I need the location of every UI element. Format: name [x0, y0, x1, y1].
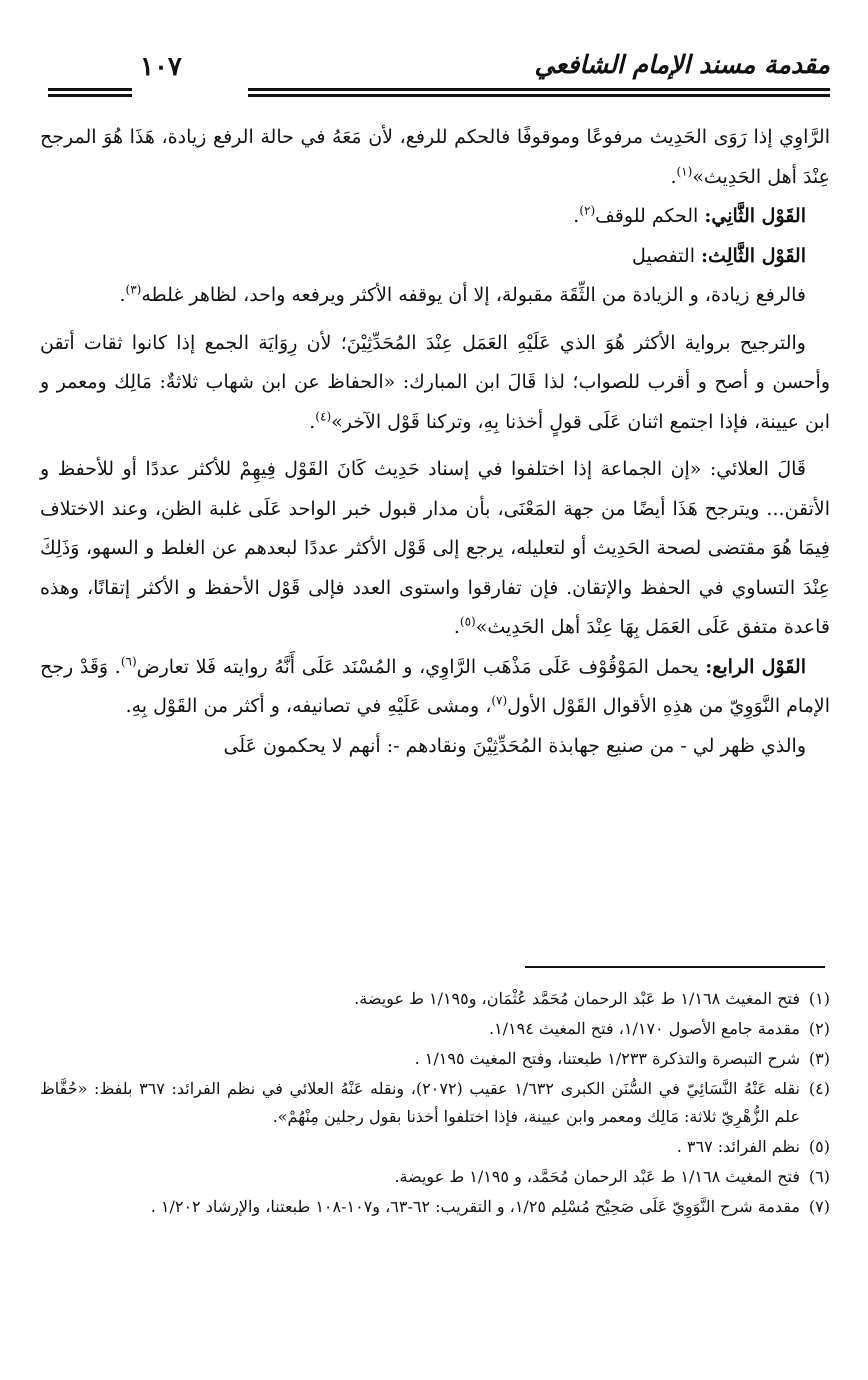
- paragraph: [40, 727, 830, 767]
- footnote-text: شرح التبصرة والتذكرة ١/٢٣٣ طبعتنا، وفتح المغيث ١/١٩٥ .: [414, 1049, 800, 1068]
- header-rule-left: [48, 88, 132, 97]
- page-header: [40, 50, 830, 100]
- footnote: [40, 1133, 830, 1161]
- section-label: القَوْل الرابع:: [705, 655, 806, 678]
- paragraph-tail: .: [453, 616, 460, 638]
- footnote-number: (٤): [808, 1079, 830, 1098]
- footnote-ref: (٥): [459, 614, 476, 629]
- footnote-number: (٦): [808, 1167, 830, 1186]
- footnote-number: (٧): [808, 1197, 830, 1216]
- footnote: [40, 1193, 830, 1221]
- paragraph: [40, 648, 830, 727]
- paragraph: [40, 237, 830, 277]
- footnote-ref: (٣): [125, 282, 142, 297]
- page-number: ١٠٧: [140, 52, 182, 82]
- footnote: [40, 1075, 830, 1131]
- section-label: القَوْل الثَّالِث:: [701, 244, 806, 267]
- paragraph-text: والترجيح برواية الأكثر هُوَ الذي عَلَيْهِ العَمَل عِنْدَ المُحَدِّثِيْنَ؛ لأن رِوَايَة الجمع إذا كانوا ثقات أتقن وأحسن و أصح و أقرب للصواب؛ لذا قَالَ ابن المبارك: «الحفاظ عن ابن شهاب ثلاثةٌ: مَالِك ومعمر و ابن عيينة، فإذا اجتمع اثنان عَلَى قولٍ أخذنا بِهِ، وتركنا قَوْل الآخر»: [40, 331, 830, 433]
- footnote-ref: (٢): [579, 203, 596, 218]
- paragraph-text: قَالَ العلائي: «إن الجماعة إذا اختلفوا في إسناد حَدِيث كَانَ القَوْل فِيهِمْ للأكثر عددًا أو للأحفظ و الأتقن... ويترجح هَذَا أيضًا من جهة المَعْنَى، بأن مدار قبول خبر الواحد عَلَى غلبة الظن، وعند الاختلاف فِيمَا هُوَ مقتضى لصحة الحَدِيث أو لتعليله، يرجع إلى قَوْل الأكثر عددًا لبعدهم عن الغلط و السهو، وَذَلِكَ عِنْدَ التساوي في الحفظ والإتقان. فإن تفارقوا واستوى العدد فإلى قَوْل الأحفظ و الأكثر إتقانًا، وهذه قاعدة متفق عَلَى العَمَل بِهَا عِنْدَ أهل الحَدِيث»: [40, 458, 830, 638]
- paragraph-tail: .: [573, 205, 580, 227]
- footnote-ref: (٤): [315, 409, 332, 424]
- paragraph: [40, 197, 830, 237]
- paragraph: [40, 450, 830, 648]
- footnote-number: (٥): [808, 1137, 830, 1156]
- footnotes: [40, 985, 830, 1223]
- footnote-number: (١): [808, 989, 830, 1008]
- running-title: مقدمة مسند الإمام الشافعي: [534, 50, 830, 79]
- footnote-separator: [525, 966, 825, 968]
- paragraph-text: والذي ظهر لي - من صنيع جهابذة المُحَدِّثِيْنَ ونقادهم -: أنهم لا يحكمون عَلَى: [223, 734, 806, 757]
- main-text: [40, 118, 830, 766]
- footnote: [40, 985, 830, 1013]
- footnote-text: فتح المغيث ١/١٦٨ ط عَبْد الرحمان مُحَمَّد عُثْمَان، و١/١٩٥ ط عويضة.: [354, 989, 800, 1008]
- paragraph: [40, 118, 830, 197]
- header-rule-right: [248, 88, 830, 97]
- paragraph-tail: .: [309, 410, 316, 433]
- footnote-number: (٢): [808, 1019, 830, 1038]
- paragraph-text: الرَّاوِي إذا رَوَى الحَدِيث مرفوعًا وموقوفًا فالحكم للرفع، لأن مَعَهُ في حالة الرفع زيادة، هَذَا هُوَ المرجح عِنْدَ أهل الحَدِيث»: [40, 126, 830, 188]
- paragraph-tail: .: [670, 165, 677, 188]
- footnote-text: نظم الفرائد: ٣٦٧ .: [676, 1137, 800, 1156]
- footnote-text: مقدمة شرح النَّوَوِيّ عَلَى صَحِيْح مُسْلِم ١/٢٥، و التقريب: ٦٢-٦٣، و١٠٧-١٠٨ طبعتنا، والإرشاد ١/٢٠٢ .: [150, 1197, 800, 1216]
- paragraph-tail: ، ومشى عَلَيْهِ في تصانيفه، و أكثر من القَوْل بِهِ.: [125, 695, 492, 717]
- paragraph-text: يحمل المَوْقُوْف عَلَى مَذْهَب الرَّاوِي، و المُسْنَد عَلَى أَنَّهُ روايته فَلا تعارض: [136, 655, 706, 678]
- footnote-text: نقله عَنْهُ النَّسَائِيّ في السُّنَن الكبرى ١/٦٣٢ عقيب (٢٠٧٢)، ونقله عَنْهُ العلائي في نظم الفرائد: ٣٦٧ بلفظ: «حُفَّاظ علم الزُّهْرِيّ ثلاثة: مَالِك ومعمر وابن عيينة، فإذا اختلفوا أخذنا بقول رجلين مِنْهُمْ».: [40, 1079, 801, 1126]
- footnote-ref: (١): [676, 164, 693, 179]
- footnote: [40, 1015, 830, 1043]
- paragraph-tail: .: [119, 284, 126, 306]
- paragraph: [40, 324, 830, 443]
- footnote-ref: (٧): [491, 693, 508, 708]
- paragraph-text: . وَقَدْ رجح الإمام النَّوَوِيّ من هذِهِ الأقوال القَوْل الأول: [40, 655, 830, 717]
- paragraph-text: التفصيل: [631, 244, 702, 267]
- footnote: [40, 1045, 830, 1073]
- paragraph-text: الحكم للوقف: [595, 205, 705, 227]
- footnote-number: (٣): [808, 1049, 830, 1068]
- footnote-text: فتح المغيث ١/١٦٨ ط عَبْد الرحمان مُحَمَّد، و ١/١٩٥ ط عويضة.: [394, 1167, 800, 1186]
- section-label: القَوْل الثَّانِي:: [704, 205, 806, 227]
- footnote-text: مقدمة جامع الأصول ١/١٧٠، فتح المغيث ١/١٩٤.: [488, 1019, 800, 1038]
- paragraph-text: فالرفع زيادة، و الزيادة من الثِّقَة مقبولة، إلا أن يوقفه الأكثر ويرفعه واحد، لظاهر غلطه: [141, 284, 806, 306]
- paragraph: [40, 276, 830, 316]
- footnote: [40, 1163, 830, 1191]
- footnote-ref: (٦): [120, 654, 137, 669]
